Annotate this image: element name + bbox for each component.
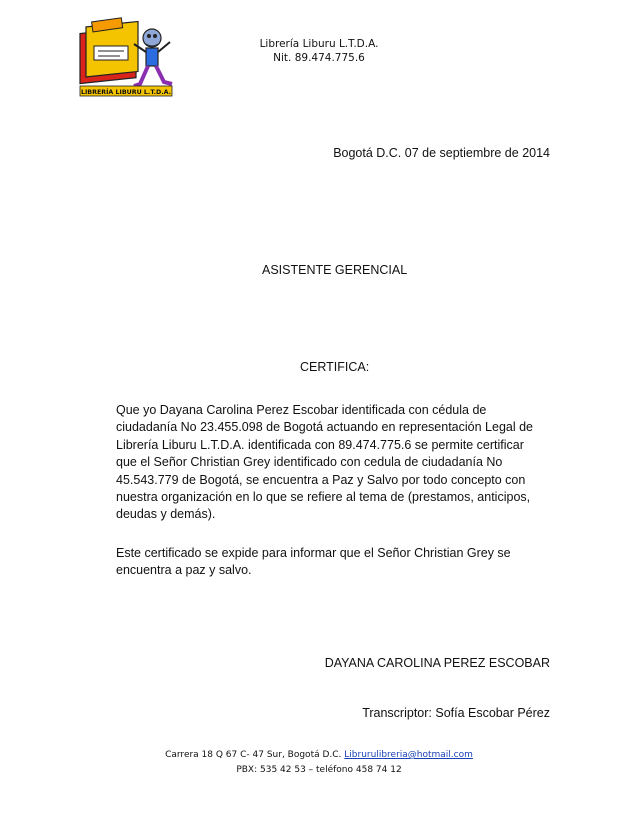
paragraph-line: deudas y demás).: [116, 507, 216, 522]
paragraph-line: ciudadanía No 23.455.098 de Bogotá actuando en representación Legal de: [116, 420, 533, 435]
footer-address-line: [0, 750, 638, 760]
paragraph-line: Que yo Dayana Carolina Perez Escobar identificada con cédula de: [116, 403, 487, 417]
logo-caption: LIBRERÍA LIBURU L.T.D.A.: [80, 89, 172, 96]
paragraph-line: que el Señor Christian Grey identificado con cedula de ciudadanía No: [116, 455, 503, 470]
paragraph-line: Librería Liburu L.T.D.A. identificada con 89.474.775.6 se permite certificar: [116, 437, 524, 452]
certification-paragraph: [116, 402, 556, 524]
footer-address: Carrera 18 Q 67 C- 47 Sur, Bogotá D.C.: [165, 750, 345, 760]
certifica-heading: CERTIFICA:: [300, 360, 370, 374]
footer-email-link[interactable]: Librurulibreria@hotmail.com: [344, 750, 473, 760]
company-nit: Nit. 89.474.775.6: [273, 52, 365, 64]
signer-name: DAYANA CAROLINA PEREZ ESCOBAR: [324, 656, 550, 670]
paragraph-line: nuestra organización en lo que se refiere al tema de (prestamos, anticipos,: [116, 490, 531, 505]
role-title: ASISTENTE GERENCIAL: [262, 263, 408, 277]
paragraph-line: Este certificado se expide para informar que el Señor Christian Grey se: [116, 546, 511, 560]
transcriptor-line: Transcriptor: Sofía Escobar Pérez: [362, 706, 550, 720]
company-name: Librería Liburu L.T.D.A.: [259, 38, 379, 50]
letter-date: Bogotá D.C. 07 de septiembre de 2014: [333, 146, 550, 160]
purpose-paragraph: [116, 545, 556, 580]
paragraph-line: encuentra a paz y salvo.: [116, 563, 252, 578]
paragraph-line: 45.543.779 de Bogotá, se encuentra a Paz y Salvo por todo concepto con: [116, 472, 526, 487]
footer-phones: PBX: 535 42 53 – teléfono 458 74 12: [236, 765, 402, 775]
